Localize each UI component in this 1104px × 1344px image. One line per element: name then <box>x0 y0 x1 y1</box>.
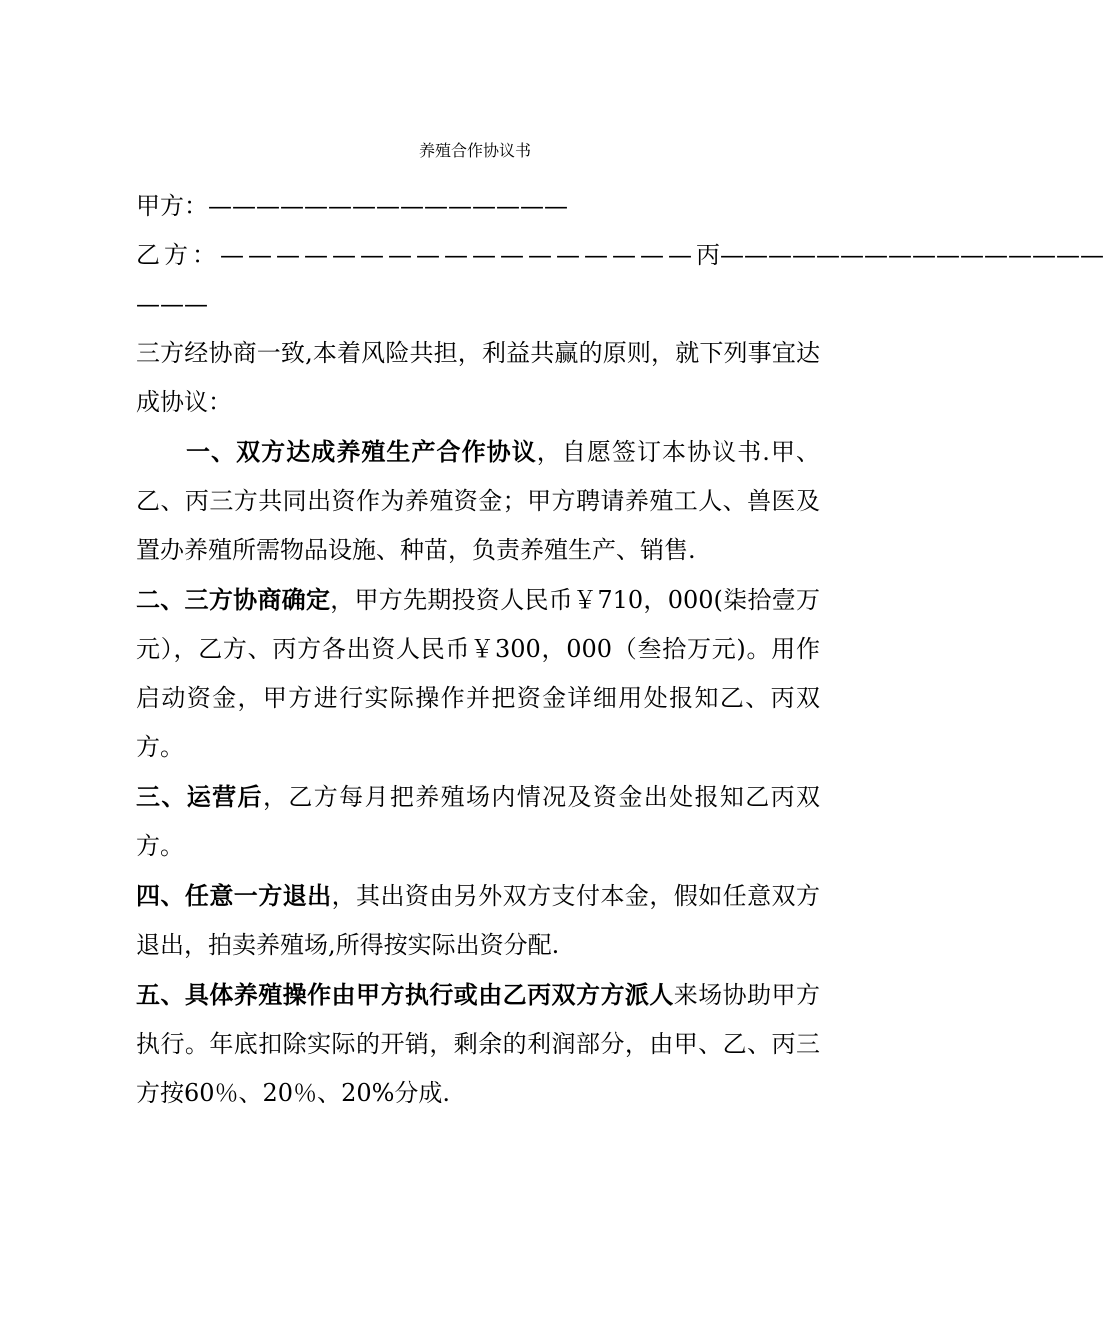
clause-4-heading: 四、任意一方退出 <box>136 881 332 910</box>
clause-1-text: ，自愿签订本协议书.甲、乙、丙三方共同出资作为养殖资金；甲方聘请养殖工人、兽医及置办养殖所需物品设施、种苗，负责养殖生产、销售. <box>136 438 820 564</box>
clause-1-heading: 一、双方达成养殖生产合作协议 <box>186 437 537 466</box>
clause-2-text: ，甲方先期投资人民币￥710，000(柒拾壹万元），乙方、丙方各出资人民币￥300，000（叁拾万元)。用作启动资金，甲方进行实际操作并把资金详细用处报知乙、丙双方。 <box>136 586 820 761</box>
document-body <box>136 182 1104 1118</box>
party-b-c-line <box>136 231 1104 280</box>
party-b-label: 乙方：————————————————— <box>136 241 696 269</box>
clause-4-text: ，其出资由另外双方支付本金，假如任意双方退出，拍卖养殖场,所得按实际出资分配. <box>136 882 821 959</box>
clause-5-text: 来场协助甲方执行。年底扣除实际的开销，剩余的利润部分，由甲、乙、丙三方按60％、20％、20%分成. <box>136 981 821 1107</box>
clause-4 <box>136 871 820 970</box>
clause-3 <box>136 772 820 871</box>
clause-5 <box>136 970 820 1118</box>
clause-3-text: ，乙方每月把养殖场内情况及资金出处报知乙丙双方。 <box>136 783 821 860</box>
intro-paragraph: 三方经协商一致,本着风险共担，利益共赢的原则，就下列事宜达成协议： <box>136 339 820 416</box>
clause-3-heading: 三、运营后 <box>136 782 263 811</box>
clause-1 <box>136 427 820 575</box>
party-a-line: 甲方：——————————————— <box>136 192 568 220</box>
party-c-label: 丙———————————————— <box>696 241 1104 269</box>
clause-2-heading: 二、三方协商确定 <box>136 585 331 614</box>
clause-5-heading: 五、具体养殖操作由甲方执行或由乙丙双方方派人 <box>136 980 674 1009</box>
clause-2 <box>136 575 820 772</box>
document-title: 养殖合作协议书 <box>418 141 531 160</box>
party-c-continuation: ——— <box>136 290 208 318</box>
